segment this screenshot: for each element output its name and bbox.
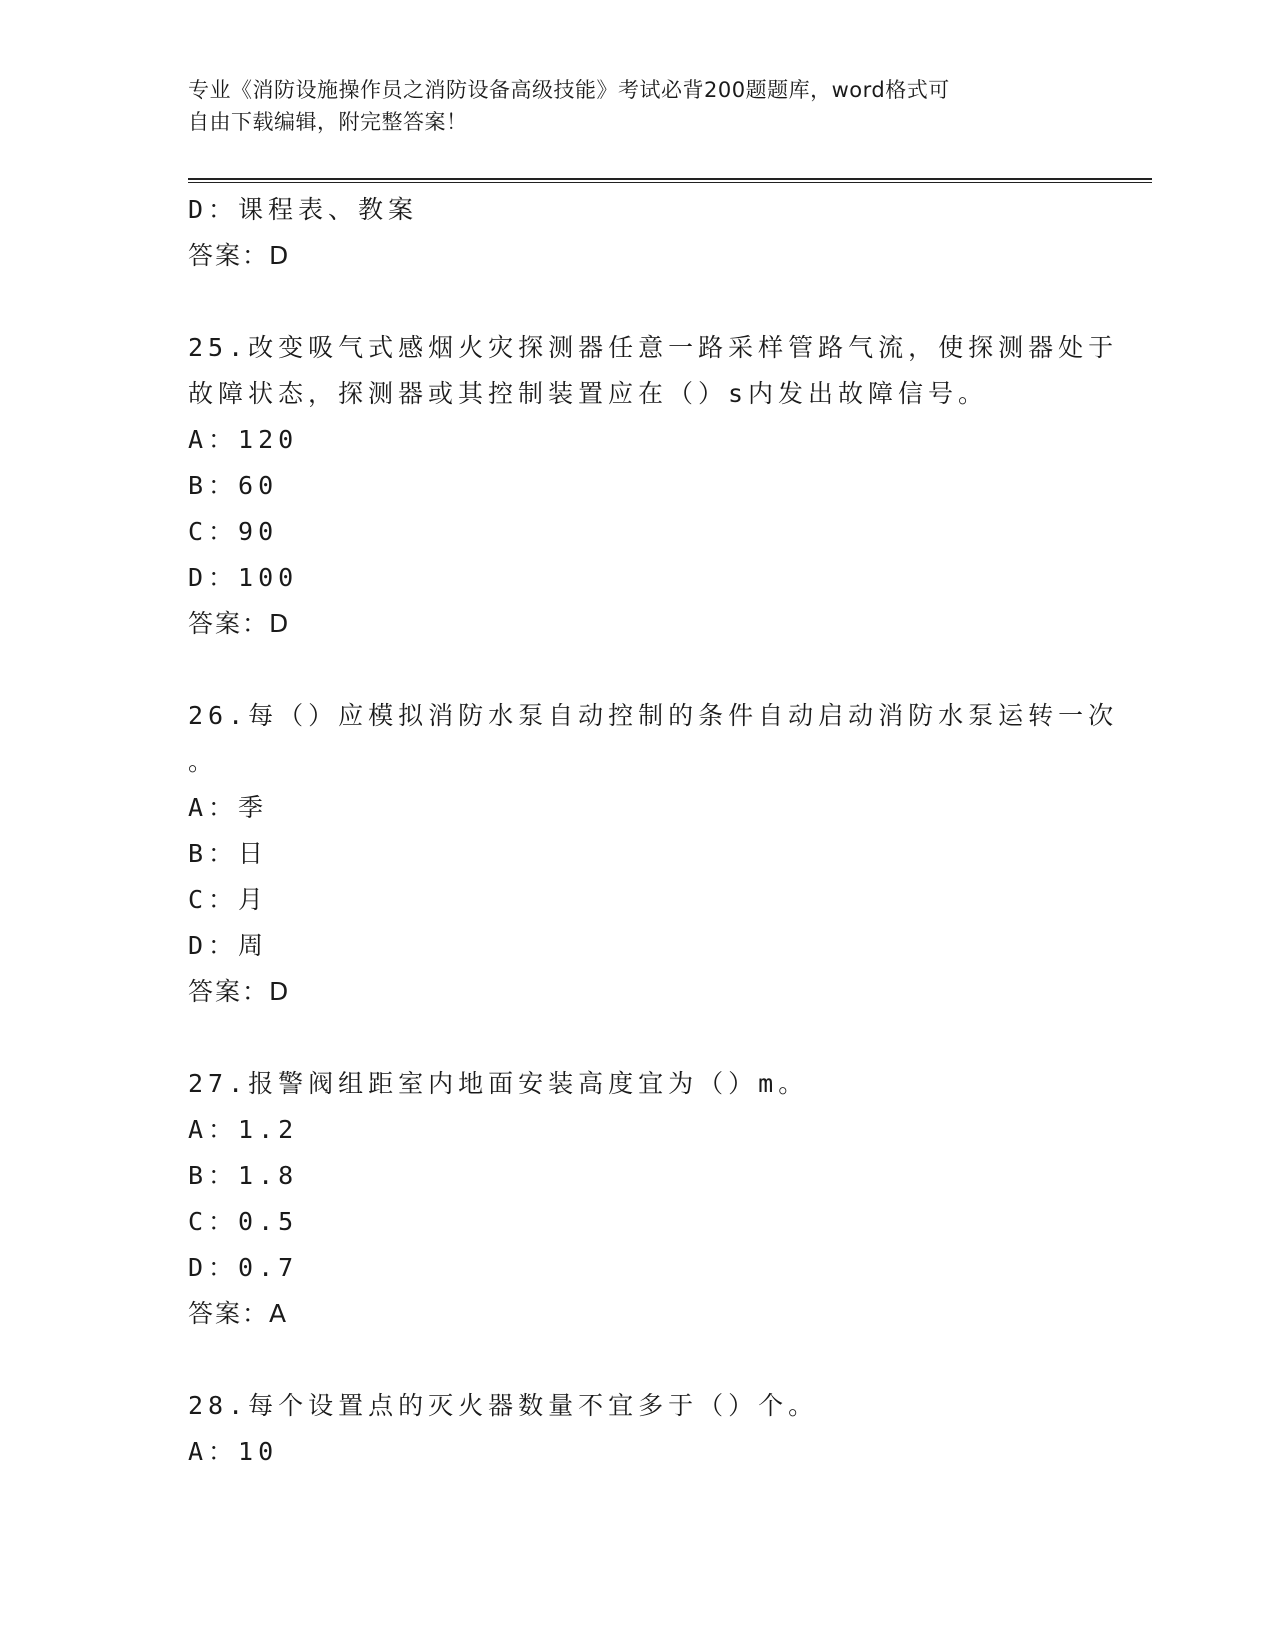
option-b: B：60 <box>188 471 279 500</box>
option-b: B：日 <box>188 839 269 868</box>
document-header <box>188 74 1068 138</box>
option-a: A：10 <box>188 1437 279 1466</box>
question-27 <box>188 1061 1088 1337</box>
question-text-line: 25.改变吸气式感烟火灾探测器任意一路采样管路气流，使探测器处于 <box>188 333 1119 362</box>
prev-answer: 答案：D <box>188 241 291 270</box>
answer: 答案：D <box>188 609 291 638</box>
question-text-line: 28.每个设置点的灭火器数量不宜多于（）个。 <box>188 1391 819 1420</box>
spacer <box>188 1015 1088 1061</box>
question-list <box>188 187 1119 1475</box>
answer: 答案：D <box>188 977 291 1006</box>
answer: 答案：A <box>188 1299 289 1328</box>
option-a: A：1.2 <box>188 1115 299 1144</box>
option-a: A：120 <box>188 425 299 454</box>
question-text-line: 26.每（）应模拟消防水泵自动控制的条件自动启动消防水泵运转一次 <box>188 701 1119 730</box>
question-text-line: 故障状态，探测器或其控制装置应在（）s内发出故障信号。 <box>188 379 989 408</box>
header-divider-thin <box>188 182 1152 183</box>
header-line-2: 自由下载编辑，附完整答案！ <box>188 110 468 134</box>
option-b: B：1.8 <box>188 1161 299 1190</box>
spacer <box>188 647 1088 693</box>
option-c: C：月 <box>188 885 269 914</box>
question-text-line: 。 <box>188 747 219 776</box>
header-divider-thick <box>188 178 1152 180</box>
option-d: D：100 <box>188 563 299 592</box>
question-28 <box>188 1383 1088 1475</box>
option-a: A：季 <box>188 793 269 822</box>
option-c: C：0.5 <box>188 1207 299 1236</box>
prev-option-d: D：课程表、教案 <box>188 195 419 224</box>
spacer <box>188 1337 1088 1383</box>
question-26 <box>188 693 1119 1015</box>
option-c: C：90 <box>188 517 279 546</box>
question-text-line: 27.报警阀组距室内地面安装高度宜为（）m。 <box>188 1069 809 1098</box>
option-d: D：0.7 <box>188 1253 299 1282</box>
option-d: D：周 <box>188 931 269 960</box>
spacer <box>188 279 1088 325</box>
header-line-1: 专业《消防设施操作员之消防设备高级技能》考试必背200题题库，word格式可 <box>188 78 950 102</box>
question-25 <box>188 325 1119 647</box>
